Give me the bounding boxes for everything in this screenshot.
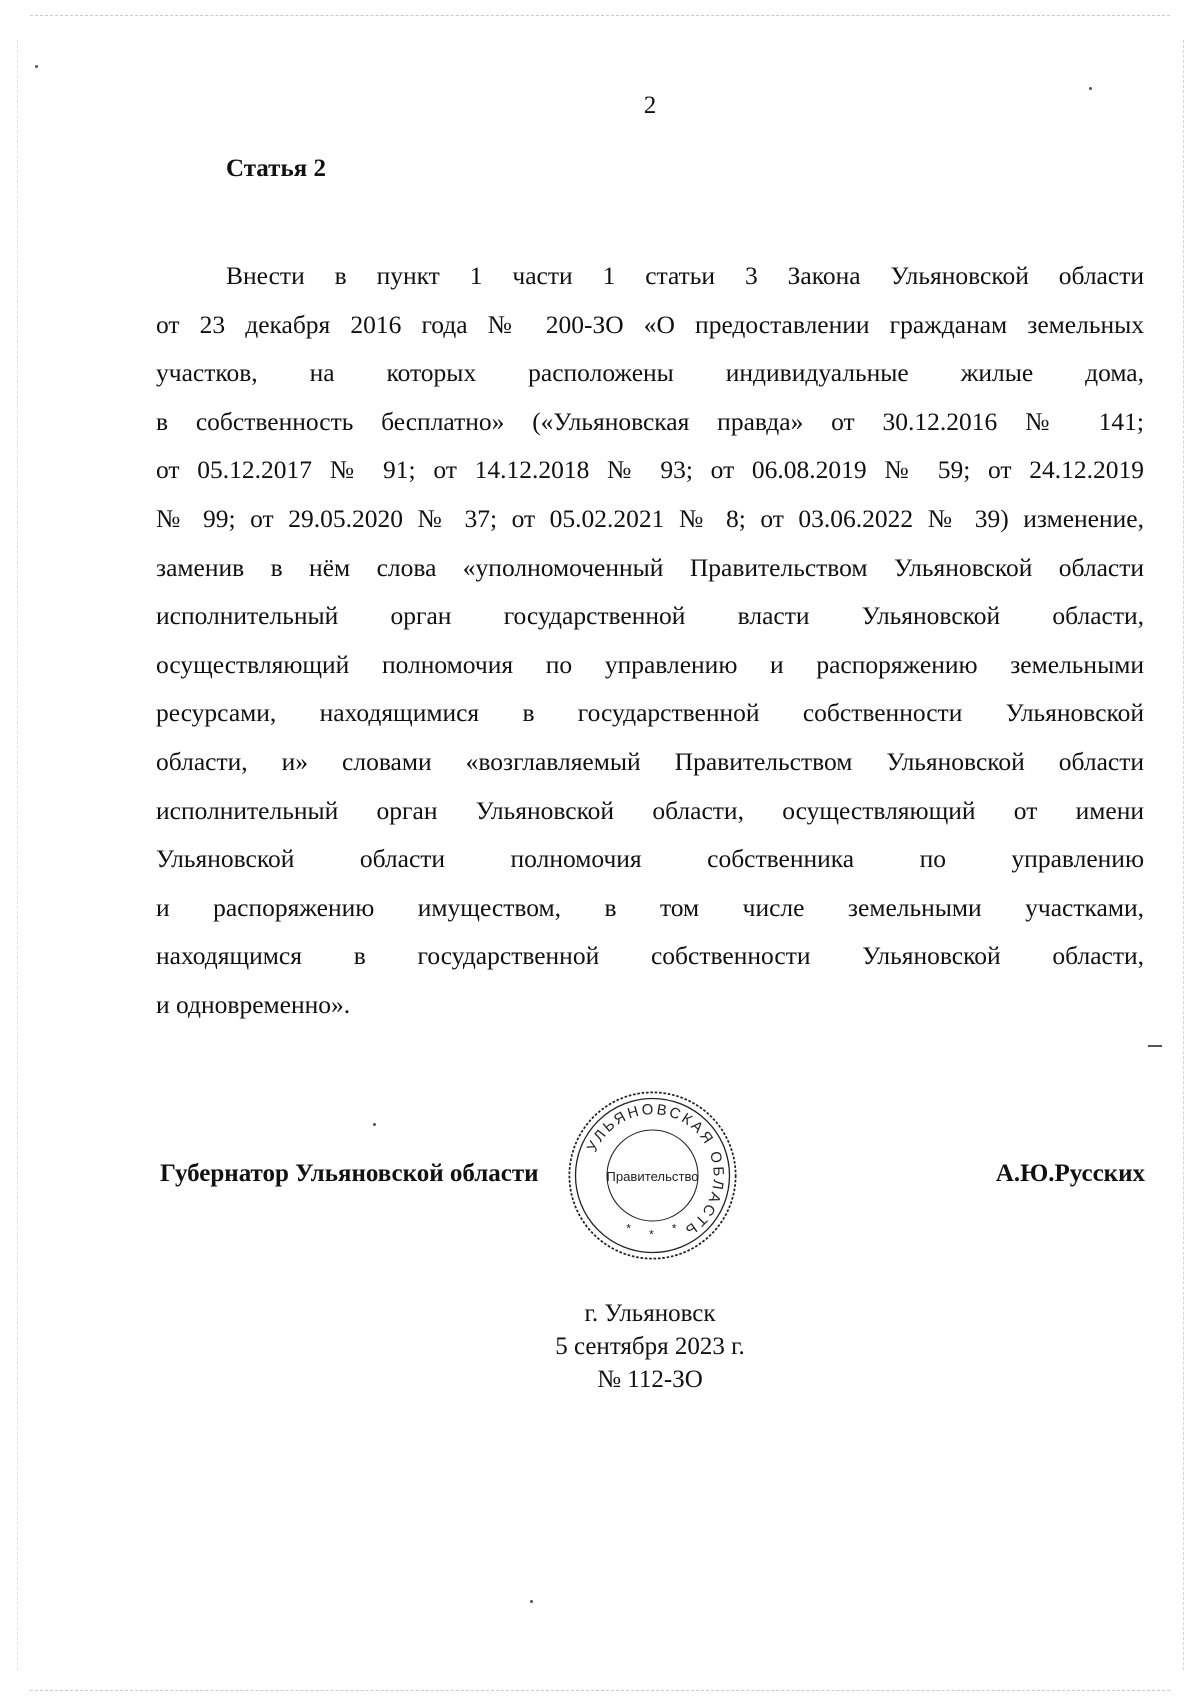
scan-speck bbox=[35, 65, 38, 68]
scan-speck bbox=[1148, 1045, 1162, 1047]
body-line: № 99; от 29.05.2020 № 37; от 05.02.2021 № 8; от 03.06.2022 № 39) изменение, bbox=[156, 503, 1144, 533]
body-line: Ульяновской области полномочия собственника по управлению bbox=[156, 844, 1144, 874]
seal-outer-text: УЛЬЯНОВСКАЯ ОБЛАСТЬ bbox=[584, 1101, 726, 1240]
seal-star-icon: * bbox=[626, 1221, 632, 1236]
body-line: ресурсами, находящимися в государственной собственности Ульяновской bbox=[156, 698, 1144, 728]
body-line: от 23 декабря 2016 года № 200-ЗО «О предоставлении гражданам земельных bbox=[156, 309, 1144, 339]
scan-edge-right bbox=[1183, 40, 1184, 1670]
body-line: заменив в нём слова «уполномоченный Правительством Ульяновской области bbox=[156, 552, 1144, 582]
body-line: от 05.12.2017 № 91; от 14.12.2018 № 93; от 06.08.2019 № 59; от 24.12.2019 bbox=[156, 455, 1144, 485]
signing-date: 5 сентября 2023 г. bbox=[555, 1333, 745, 1360]
signer-position: Губернатор Ульяновской области bbox=[160, 1160, 539, 1187]
body-line: участков, на которых расположены индивидуальные жилые дома, bbox=[156, 358, 1144, 388]
scan-edge-left bbox=[17, 40, 18, 1670]
scan-speck bbox=[373, 1123, 376, 1126]
body-line: исполнительный орган Ульяновской области, осуществляющий от имени bbox=[156, 795, 1144, 825]
article-body bbox=[156, 252, 1144, 1030]
body-line: и одновременно». bbox=[156, 989, 351, 1019]
seal-star-icon: * bbox=[649, 1227, 654, 1242]
page-number: 2 bbox=[643, 92, 657, 119]
place-city: г. Ульяновск bbox=[584, 1300, 716, 1327]
body-line: исполнительный орган государственной власти Ульяновской области, bbox=[156, 601, 1144, 631]
scan-edge-bottom bbox=[30, 1690, 1170, 1691]
seal-star-icon: * bbox=[671, 1221, 677, 1236]
body-line: осуществляющий полномочия по управлению и распоряжению земельными bbox=[156, 649, 1144, 679]
body-line: Внести в пункт 1 части 1 статьи 3 Закона Ульяновской области bbox=[226, 261, 1144, 290]
body-line: и распоряжению имуществом, в том числе земельными участками, bbox=[156, 892, 1144, 922]
signer-name: А.Ю.Русских bbox=[995, 1160, 1145, 1187]
scan-speck bbox=[530, 1600, 533, 1603]
scan-speck bbox=[1089, 87, 1092, 90]
official-seal bbox=[565, 1088, 740, 1263]
article-title: Статья 2 bbox=[226, 155, 326, 182]
law-number: № 112-ЗО bbox=[597, 1366, 703, 1393]
seal-center-text: Правительство bbox=[606, 1168, 699, 1184]
body-line: в собственность бесплатно» («Ульяновская правда» от 30.12.2016 № 141; bbox=[156, 406, 1144, 436]
body-line: находящимся в государственной собственности Ульяновской области, bbox=[156, 941, 1144, 971]
body-line: области, и» словами «возглавляемый Правительством Ульяновской области bbox=[156, 746, 1144, 776]
place-date-block bbox=[500, 1297, 800, 1396]
scan-edge-top bbox=[30, 15, 1170, 16]
